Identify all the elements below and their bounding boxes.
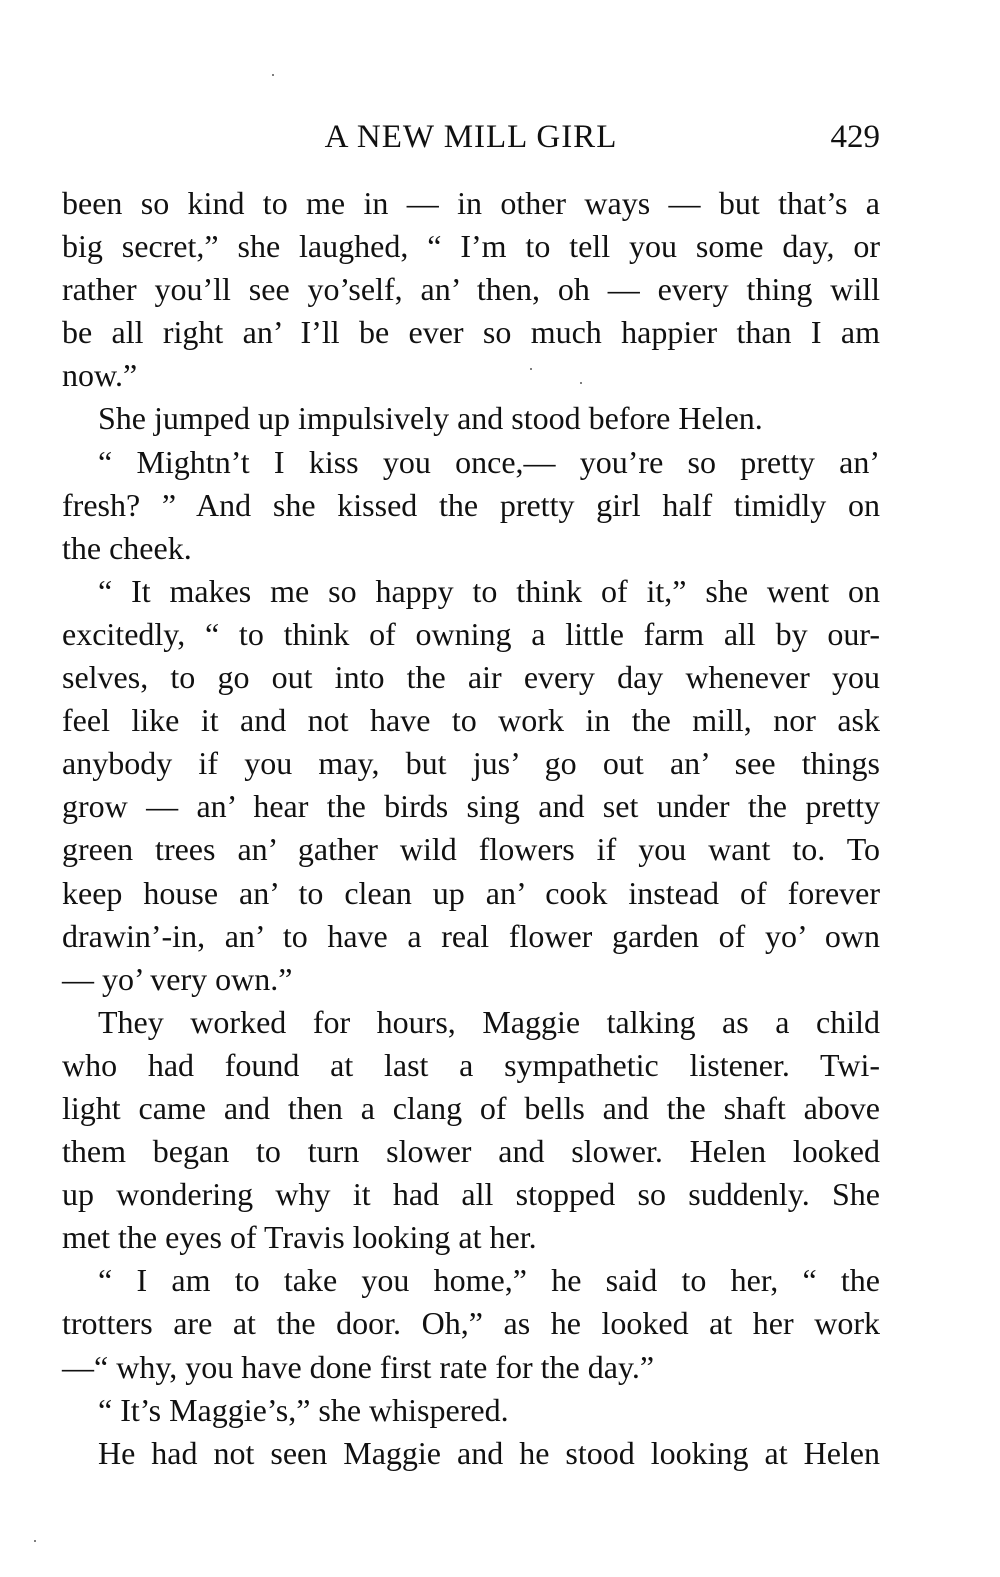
text-line: rather you’ll see yo’self, an’ then, oh — every thing will (62, 271, 880, 308)
running-head: A NEW MILL GIRL (324, 119, 618, 155)
text-line: fresh? ” And she kissed the pretty girl half timidly on (62, 486, 880, 523)
text-line: the cheek. (62, 529, 192, 566)
text-line: “ It’s Maggie’s,” she whispered. (98, 1391, 509, 1428)
text-line: anybody if you may, but jus’ go out an’ see things (62, 745, 880, 782)
text-line: who had found at last a sympathetic listener. Twi- (62, 1046, 880, 1083)
text-line: “ I am to take you home,” he said to her, “ the (98, 1262, 880, 1299)
text-line: selves, to go out into the air every day whenever you (62, 659, 880, 696)
print-speck (34, 1540, 36, 1542)
body-text (62, 182, 880, 1475)
text-line: trotters are at the door. Oh,” as he looked at her work (62, 1305, 880, 1342)
text-line: She jumped up impulsively and stood before Helen. (98, 400, 763, 437)
text-line: —“ why, you have done first rate for the day.” (62, 1348, 655, 1385)
text-line: He had not seen Maggie and he stood looking at Helen (98, 1434, 880, 1471)
text-line: now.” (62, 357, 138, 394)
text-line: been so kind to me in — in other ways — but that’s a (62, 185, 880, 221)
text-line: light came and then a clang of bells and the shaft above (62, 1089, 880, 1126)
text-line: green trees an’ gather wild flowers if you want to. To (62, 831, 880, 868)
text-line: keep house an’ to clean up an’ cook instead of forever (62, 874, 880, 911)
text-line: excitedly, “ to think of owning a little farm all by our- (62, 615, 880, 652)
text-line: “ It makes me so happy to think of it,” she went on (98, 572, 880, 609)
text-line: drawin’-in, an’ to have a real flower garden of yo’ own (62, 917, 880, 954)
text-line: them began to turn slower and slower. Helen looked (62, 1133, 880, 1170)
text-line: up wondering why it had all stopped so suddenly. She (62, 1176, 880, 1213)
text-line: feel like it and not have to work in the mill, nor ask (62, 702, 880, 739)
text-line: They worked for hours, Maggie talking as a child (98, 1003, 880, 1040)
page-header (62, 112, 880, 162)
text-line: met the eyes of Travis looking at her. (62, 1219, 537, 1256)
text-line: — yo’ very own.” (62, 960, 293, 997)
text-line: big secret,” she laughed, “ I’m to tell you some day, or (62, 228, 880, 265)
text-line: grow — an’ hear the birds sing and set under the pretty (62, 788, 880, 825)
print-speck (272, 74, 274, 76)
page-number: 429 (830, 119, 880, 155)
text-line: be all right an’ I’ll be ever so much happier than I am (62, 314, 880, 351)
text-line: “ Mightn’t I kiss you once,— you’re so pretty an’ (98, 443, 880, 480)
